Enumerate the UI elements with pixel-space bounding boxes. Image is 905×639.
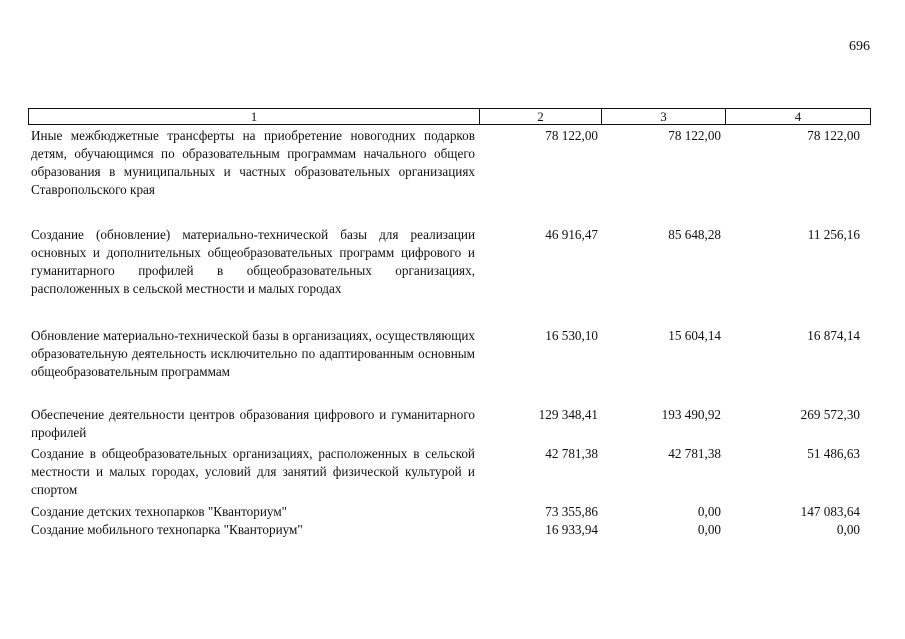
row-value-col-4: 0,00 (836, 522, 860, 537)
header-col-2: 2 (480, 109, 602, 124)
row-description: Обеспечение деятельности центров образования цифрового и гуманитарного профилей (31, 407, 475, 440)
header-col-1: 1 (29, 109, 480, 124)
row-value-col-4: 16 874,14 (807, 328, 860, 343)
row-value-col-4: 78 122,00 (807, 128, 860, 143)
row-description: Создание в общеобразовательных организациях, расположенных в сельской местности и малых городах, условий для занятий физической культурой и спортом (31, 446, 475, 497)
header-col-3: 3 (602, 109, 726, 124)
row-value-col-4: 147 083,64 (800, 504, 860, 519)
row-description: Создание (обновление) материально-технической базы для реализации основных и дополнительных общеобразовательных программ цифрового и гуманитарного профилей в общеобразовательных организациях, расположенных в сельской местности и малых городах (31, 227, 475, 296)
row-value-col-2: 73 355,86 (545, 504, 598, 519)
row-value-col-3: 0,00 (697, 522, 721, 537)
row-value-col-2: 78 122,00 (545, 128, 598, 143)
row-description: Обновление материально-технической базы в организациях, осуществляющих образовательную деятельность исключительно по адаптированным основным общеобразовательным программам (31, 328, 475, 379)
row-value-col-4: 11 256,16 (807, 227, 860, 242)
row-value-col-2: 42 781,38 (545, 446, 598, 461)
row-value-col-3: 193 490,92 (661, 407, 721, 422)
row-value-col-3: 78 122,00 (668, 128, 721, 143)
row-value-col-3: 0,00 (697, 504, 721, 519)
row-value-col-4: 269 572,30 (800, 407, 860, 422)
header-col-4: 4 (794, 109, 802, 124)
table-header (28, 108, 871, 125)
row-value-col-3: 42 781,38 (668, 446, 721, 461)
row-value-col-2: 129 348,41 (538, 407, 598, 422)
page-number: 696 (849, 39, 870, 54)
row-value-col-2: 16 933,94 (545, 522, 598, 537)
row-value-col-2: 46 916,47 (545, 227, 598, 242)
row-value-col-4: 51 486,63 (807, 446, 860, 461)
row-description: Иные межбюджетные трансферты на приобретение новогодних подарков детям, обучающимся по образовательным программам начального общего образования в муниципальных и частных образовательных организациях Ставропольского края (31, 128, 475, 197)
row-description: Создание мобильного технопарка "Кванториум" (31, 522, 303, 537)
row-value-col-3: 85 648,28 (668, 227, 721, 242)
row-description: Создание детских технопарков "Кванториум" (31, 504, 288, 519)
row-value-col-3: 15 604,14 (668, 328, 721, 343)
row-value-col-2: 16 530,10 (545, 328, 598, 343)
